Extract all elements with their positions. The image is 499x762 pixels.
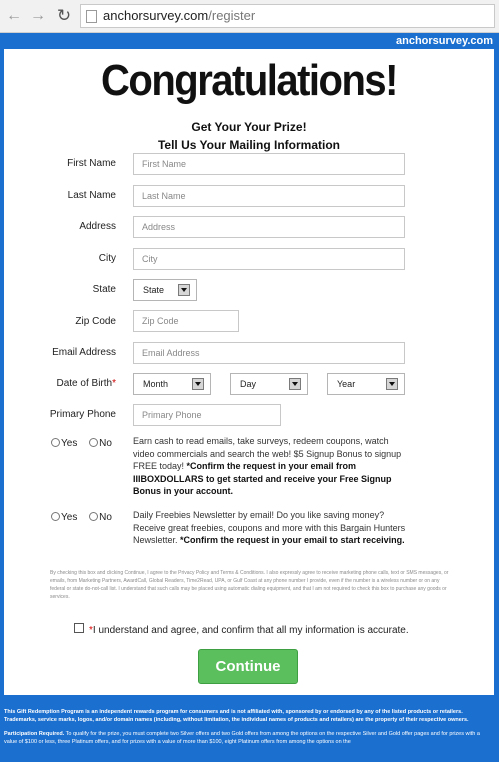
zip-code-field[interactable]: Zip Code — [133, 310, 239, 332]
dob-year-select[interactable] — [327, 373, 405, 395]
page-title: Congratulations! — [101, 57, 397, 105]
browser-toolbar — [0, 0, 499, 33]
dropdown-arrow-icon[interactable] — [192, 378, 204, 390]
city-field[interactable]: City — [133, 248, 405, 270]
dropdown-arrow-icon[interactable] — [178, 284, 190, 296]
continue-button[interactable]: Continue — [198, 649, 298, 684]
agree-label: I understand and agree, and confirm that all my information is accurate. — [92, 625, 409, 636]
zip-label: Zip Code — [75, 316, 116, 327]
phone-label: Primary Phone — [49, 409, 116, 420]
dob-year-value: Year — [337, 379, 356, 389]
state-label: State — [92, 284, 116, 295]
site-brand[interactable]: anchorsurvey.com — [395, 35, 493, 47]
offer-2-yes[interactable]: Yes — [51, 512, 77, 523]
first-name-field[interactable]: First Name — [133, 153, 405, 175]
offer-2-description: Daily Freebies Newsletter by email! Do you like saving money? Receive great freebies, coupons and more with this Bargain Hunters Newsletter. *Confirm the request in your email to start receiving. — [133, 510, 406, 545]
first-name-label: First Name — [67, 158, 116, 169]
dropdown-arrow-icon[interactable] — [386, 378, 398, 390]
agree-row: *I understand and agree, and confirm that all my information is accurate. — [74, 623, 454, 636]
offer-1-description: Earn cash to read emails, take surveys, redeem coupons, watch video commercials and search the web! $5 Signup Bonus to signup FREE today! *Confirm the request in your email from IIIBOXDOLLARS to get started and receive your Free Signup Bonus in your account. — [133, 436, 402, 496]
primary-phone-field[interactable]: Primary Phone — [133, 404, 281, 426]
registration-panel — [4, 49, 494, 695]
agree-checkbox[interactable] — [74, 623, 84, 633]
dob-month-value: Month — [143, 379, 169, 389]
address-bar[interactable] — [80, 4, 495, 28]
reload-icon[interactable]: ↻ — [56, 6, 72, 25]
radio-icon[interactable] — [51, 438, 60, 447]
address-label: Address — [79, 221, 116, 232]
offer-1-radio-group — [51, 438, 112, 449]
offer-2-no[interactable]: No — [89, 512, 112, 523]
offer-1-no[interactable]: No — [89, 438, 112, 449]
back-arrow-icon[interactable]: ← — [6, 7, 22, 24]
offer-2-radio-group — [51, 512, 112, 523]
offer-1-yes[interactable]: Yes — [51, 438, 77, 449]
dob-month-select[interactable] — [133, 373, 211, 395]
footer-paragraph-2: Participation Required. To qualify for the prize, you must complete two Silver offers and two Gold offers from among the options on the respective Silver and Gold offer pages and for prizes with a value of $100 or less, three Platinum offers, and for prizes with a value of more than $100, eight Platinum offers from among the options on the — [4, 731, 480, 745]
dob-label: Date of Birth* — [56, 378, 116, 389]
footer-disclaimer — [4, 708, 494, 752]
last-name-field[interactable]: Last Name — [133, 185, 405, 207]
email-label: Email Address — [52, 347, 116, 358]
state-select[interactable] — [133, 279, 197, 301]
page-icon — [86, 10, 97, 23]
dob-day-select[interactable] — [230, 373, 308, 395]
city-label: City — [98, 253, 116, 264]
footer-paragraph-1: This Gift Redemption Program is an independent rewards program for consumers and is not affiliated with, sponsored by or endorsed by any of the listed products or retailers. Trademarks, service marks, logos, and/or domain names (including, without limitation, the individual names of products and retailers) are the property of their respective owners. — [4, 709, 469, 723]
legal-disclaimer: By checking this box and clicking Continue, I agree to the Privacy Policy and Terms & Conditions. I also expressly agree to receive marketing phone calls, text or SMS messages, or emails, from Marketing Partners, AwardCall, Global Readers, Time2Read, UPA, or Gulf Coast at any phone number I provide, even if the number is a wireless number or on any federal or state do-not-call list. I understand that such calls may be placed using automatic dialing equipment, and that I am not required to check this box to purchase any goods or services. — [50, 570, 449, 600]
radio-icon[interactable] — [89, 512, 98, 521]
dropdown-arrow-icon[interactable] — [289, 378, 301, 390]
radio-icon[interactable] — [51, 512, 60, 521]
address-field[interactable]: Address — [133, 216, 405, 238]
dob-day-value: Day — [240, 379, 257, 389]
site-header — [0, 33, 499, 49]
subheading-prize: Get Your Your Prize! — [191, 120, 307, 134]
subheading-mailing: Tell Us Your Mailing Information — [157, 138, 340, 152]
email-field[interactable]: Email Address — [133, 342, 405, 364]
radio-icon[interactable] — [89, 438, 98, 447]
state-select-value: State — [143, 285, 165, 295]
last-name-label: Last Name — [67, 190, 116, 201]
url-path: /register — [208, 8, 256, 23]
url-domain: anchorsurvey.com — [103, 8, 209, 23]
forward-arrow-icon[interactable]: → — [30, 7, 46, 24]
